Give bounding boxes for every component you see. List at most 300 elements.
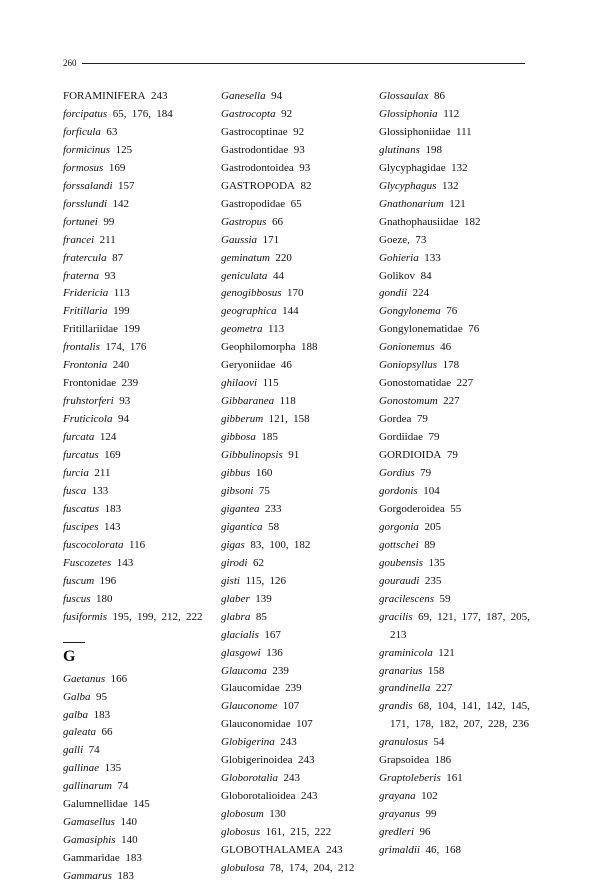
entry-pages: 167	[264, 628, 281, 641]
index-entry	[221, 232, 371, 250]
entry-pages: 133	[424, 251, 441, 264]
index-entry	[63, 232, 213, 250]
entry-pages: 211	[94, 467, 111, 480]
index-entry	[379, 483, 529, 501]
entry-term: Gordius	[379, 467, 415, 480]
index-entry	[63, 321, 213, 339]
entry-pages: 115, 126	[245, 574, 287, 587]
entry-pages: 59	[439, 592, 451, 605]
index-entry	[63, 268, 213, 286]
index-entry	[63, 671, 213, 689]
entry-pages: 199	[123, 323, 140, 336]
index-entry	[379, 680, 529, 698]
entry-term: Frontonidae	[63, 377, 117, 390]
entry-term: GLOBOTHALAMEA	[221, 844, 321, 857]
entry-pages: 174, 176	[105, 341, 147, 354]
entry-pages: 243	[280, 736, 297, 749]
entry-pages: 79	[428, 431, 440, 444]
index-entry	[63, 760, 213, 778]
page-number: 260	[63, 58, 77, 68]
entry-pages: 93	[104, 269, 116, 282]
entry-pages: 130	[269, 808, 286, 821]
entry-pages: 93	[299, 161, 311, 174]
entry-pages: 102	[421, 790, 438, 803]
index-entry	[221, 88, 371, 106]
entry-pages: 195, 199, 212, 222	[112, 610, 203, 623]
entry-term: fuscus	[63, 592, 91, 605]
entry-pages: 178	[442, 359, 460, 372]
entry-term: gibsoni	[221, 484, 254, 497]
entry-term: forssalandi	[63, 179, 113, 192]
entry-pages: 66	[271, 215, 283, 228]
index-entry	[379, 321, 529, 339]
index-entry	[379, 842, 529, 860]
index-entry	[63, 178, 213, 196]
entry-term: Gonionemus	[379, 341, 435, 354]
index-entry	[221, 160, 371, 178]
index-entry	[379, 734, 529, 752]
entry-term: Glaucoma	[221, 664, 267, 677]
entry-list-g	[63, 671, 213, 886]
entry-pages: 180	[96, 592, 113, 605]
index-entry	[379, 645, 529, 663]
entry-pages: 58	[268, 520, 280, 533]
index-entry	[379, 663, 529, 681]
entry-pages: 171	[262, 233, 280, 246]
entry-term: fuscipes	[63, 520, 99, 533]
index-entry	[379, 770, 529, 788]
entry-pages: 65, 176, 184	[112, 107, 173, 120]
index-entry	[63, 357, 213, 375]
entry-term: Fritillariidae	[63, 323, 118, 336]
entry-term: glaber	[221, 592, 250, 605]
entry-term: glutinans	[379, 143, 420, 156]
entry-pages: 211	[99, 233, 116, 246]
entry-pages: 185	[261, 431, 278, 444]
entry-term: grandis	[379, 700, 413, 713]
index-entry	[221, 609, 371, 627]
entry-pages: 74	[88, 744, 100, 757]
index-entry	[63, 411, 213, 429]
entry-pages: 166	[110, 672, 128, 685]
index-entry	[63, 142, 213, 160]
entry-pages: 107	[296, 718, 313, 731]
entry-term: graminicola	[379, 646, 433, 659]
entry-pages: 161, 215, 222	[265, 826, 332, 839]
entry-term: Frontonia	[63, 359, 108, 372]
entry-term: glabra	[221, 610, 251, 623]
entry-term: gisti	[221, 574, 240, 587]
index-entry	[379, 411, 529, 429]
index-entry	[63, 250, 213, 268]
entry-pages: 87	[112, 251, 124, 264]
index-entry	[379, 429, 529, 447]
index-entry	[379, 375, 529, 393]
entry-term: Glaucomidae	[221, 682, 280, 695]
entry-pages: 121	[449, 197, 466, 210]
entry-pages: 46	[280, 359, 292, 372]
entry-term: geminatum	[221, 251, 270, 264]
entry-pages: 140	[121, 834, 138, 847]
entry-pages: 86	[434, 90, 445, 102]
index-entry	[221, 555, 371, 573]
index-entry	[379, 106, 529, 124]
entry-pages: 169	[104, 449, 121, 462]
entry-pages: 99	[425, 808, 437, 821]
entry-term: ghilaovi	[221, 377, 258, 390]
index-entry	[379, 178, 529, 196]
entry-pages: 112	[443, 107, 460, 120]
index-entry	[63, 88, 213, 106]
page-header	[63, 56, 525, 70]
entry-term: fuscocolorata	[63, 538, 124, 551]
entry-term: gottschei	[379, 538, 419, 551]
index-entry	[221, 303, 371, 321]
entry-pages: 99	[103, 215, 115, 228]
entry-pages: 160	[255, 467, 273, 480]
index-entry	[379, 88, 529, 106]
index-entry	[221, 698, 371, 716]
entry-term: goubensis	[379, 556, 423, 569]
index-entry	[63, 537, 213, 555]
entry-term: gouraudi	[379, 574, 420, 587]
entry-pages: 199	[113, 305, 130, 318]
entry-term: girodi	[221, 556, 248, 569]
index-entry	[379, 339, 529, 357]
index-entry	[221, 645, 371, 663]
entry-pages: 158	[427, 664, 445, 677]
entry-pages: 136	[266, 646, 283, 659]
index-entry	[379, 824, 529, 842]
entry-term: Ganesella	[221, 90, 266, 102]
entry-pages: 65	[290, 197, 302, 210]
index-entry	[379, 303, 529, 321]
entry-term: granulosus	[379, 736, 428, 749]
entry-term: gibberum	[221, 413, 264, 426]
index-entry	[221, 214, 371, 232]
entry-pages: 63	[106, 125, 118, 138]
entry-term: galba	[63, 708, 89, 721]
entry-list	[221, 88, 371, 878]
index-entry	[63, 483, 213, 501]
entry-term: Gastrocopta	[221, 107, 276, 120]
index-entry	[221, 483, 371, 501]
index-entry	[63, 375, 213, 393]
entry-term: Globorotalioidea	[221, 790, 296, 803]
index-entry	[221, 124, 371, 142]
entry-pages: 132	[441, 179, 459, 192]
index-entry	[221, 375, 371, 393]
index-entry	[379, 788, 529, 806]
index-entry	[379, 268, 529, 286]
entry-term: GORDIOIDA	[379, 449, 442, 462]
entry-pages: 183	[125, 852, 142, 865]
entry-term: geniculata	[221, 269, 268, 282]
entry-term: formosus	[63, 161, 104, 174]
entry-pages: 132	[451, 161, 468, 174]
entry-pages: 92	[281, 107, 293, 120]
entry-pages: 239	[285, 682, 302, 695]
entry-term: furcia	[63, 467, 89, 480]
entry-term: gallinae	[63, 762, 100, 775]
entry-term: Glossiphoniidae	[379, 125, 451, 138]
entry-term: Glossiphonia	[379, 107, 438, 120]
index-entry	[379, 196, 529, 214]
entry-pages: 116	[129, 538, 146, 551]
index-entry	[221, 824, 371, 842]
entry-pages: 220	[275, 251, 292, 264]
entry-pages: 182	[463, 215, 481, 228]
index-entry	[221, 627, 371, 645]
index-entry	[221, 429, 371, 447]
entry-term: Gongylonema	[379, 305, 441, 318]
entry-term: grandinella	[379, 682, 431, 695]
entry-pages: 143	[103, 520, 121, 533]
entry-pages: 144	[282, 305, 299, 318]
entry-pages: 170	[287, 287, 304, 300]
index-entry	[379, 698, 540, 734]
index-entry	[379, 285, 529, 303]
entry-pages: 186	[434, 754, 452, 767]
index-entry	[221, 106, 371, 124]
entry-pages: 93	[293, 143, 305, 156]
index-entry	[63, 724, 213, 742]
index-entry	[221, 357, 371, 375]
entry-term: Gamasellus	[63, 816, 115, 829]
entry-term: Gastrocoptinae	[221, 125, 288, 138]
index-entry	[63, 591, 213, 609]
entry-term: globosum	[221, 808, 264, 821]
entry-term: Gonostomum	[379, 395, 438, 408]
index-entry	[379, 806, 529, 824]
entry-term: Geryoniidae	[221, 359, 276, 372]
index-column-1	[63, 88, 213, 886]
entry-pages: 121	[438, 646, 455, 659]
entry-pages: 161	[446, 772, 463, 785]
entry-pages: 85	[255, 610, 267, 623]
entry-term: galli	[63, 744, 84, 757]
index-entry	[379, 591, 529, 609]
entry-pages: 94	[271, 90, 283, 102]
entry-term: grayanus	[379, 808, 420, 821]
index-entry	[221, 591, 371, 609]
entry-term: gallinarum	[63, 780, 112, 793]
entry-pages: 235	[424, 574, 442, 587]
entry-pages: 89	[424, 538, 436, 551]
index-entry	[63, 519, 213, 537]
index-entry	[221, 788, 371, 806]
entry-term: gigantea	[221, 502, 260, 515]
entry-term: Gnathonarium	[379, 197, 444, 210]
entry-term: Gohieria	[379, 251, 419, 264]
index-entry	[63, 778, 213, 796]
entry-pages: 46, 168	[425, 844, 461, 857]
entry-term: Gastrodontidae	[221, 143, 289, 156]
index-entry	[63, 196, 213, 214]
index-entry	[379, 393, 529, 411]
entry-pages: 243	[283, 772, 301, 785]
entry-term: Golikov	[379, 269, 416, 282]
entry-pages: 224	[412, 287, 430, 300]
entry-term: Galba	[63, 690, 91, 703]
index-entry	[63, 796, 213, 814]
entry-term: Galumnellidae	[63, 798, 128, 811]
entry-term: fruhstorferi	[63, 395, 114, 408]
entry-term: grimaldii	[379, 844, 420, 857]
index-entry	[379, 160, 529, 178]
entry-term: Glauconomidae	[221, 718, 291, 731]
entry-term: galeata	[63, 726, 96, 739]
entry-term: Gongylonematidae	[379, 323, 463, 336]
entry-term: Fridericia	[63, 287, 109, 300]
entry-term: Globorotalia	[221, 772, 279, 785]
entry-pages: 69, 121, 177, 187, 205, 213	[390, 610, 530, 641]
entry-term: Gaussia	[221, 233, 258, 246]
entry-term: Glauconome	[221, 700, 278, 713]
index-entry	[63, 832, 213, 850]
entry-pages: 118	[279, 395, 296, 408]
entry-term: gracilescens	[379, 592, 434, 605]
entry-pages: 91	[288, 449, 300, 462]
index-entry	[379, 752, 529, 770]
entry-pages: 183	[104, 502, 122, 515]
entry-term: Glycyphagidae	[379, 161, 446, 174]
entry-term: Fruticicola	[63, 413, 113, 426]
entry-pages: 183	[93, 708, 111, 721]
entry-pages: 135	[428, 556, 445, 569]
entry-pages: 68, 104, 141, 142, 145, 171, 178, 182, 207, 228, 236	[390, 700, 530, 731]
entry-pages: 227	[456, 377, 474, 390]
entry-term: Gibbulinopsis	[221, 449, 283, 462]
entry-term: genogibbosus	[221, 287, 282, 300]
entry-term: fusiformis	[63, 610, 108, 623]
entry-term: Gnathophausiidae	[379, 215, 459, 228]
index-entry	[221, 321, 371, 339]
entry-pages: 104	[423, 484, 440, 497]
entry-term: Gammarus	[63, 870, 112, 883]
entry-pages: 121, 158	[268, 413, 310, 426]
index-entry	[379, 250, 529, 268]
entry-pages: 188	[301, 341, 318, 354]
index-entry	[63, 850, 213, 868]
entry-pages: 74	[117, 780, 129, 793]
index-entry	[63, 214, 213, 232]
index-entry	[221, 178, 371, 196]
index-entry	[221, 770, 371, 788]
index-entry	[63, 303, 213, 321]
entry-pages: 55	[450, 502, 462, 515]
entry-pages: 111	[456, 125, 472, 138]
entry-pages: 76	[468, 323, 480, 336]
index-entry	[379, 537, 529, 555]
entry-term: frontalis	[63, 341, 100, 354]
index-entry	[379, 214, 529, 232]
entry-term: Geophilomorpha	[221, 341, 296, 354]
entry-term: Fuscozetes	[63, 556, 112, 569]
entry-term: geometra	[221, 323, 263, 336]
entry-term: francei	[63, 233, 95, 246]
entry-term: geographica	[221, 305, 277, 318]
index-entry	[221, 680, 371, 698]
index-entry	[63, 160, 213, 178]
entry-pages: 92	[293, 125, 305, 138]
entry-pages: 133	[91, 484, 109, 497]
entry-term: Fritillaria	[63, 305, 108, 318]
entry-term: grayana	[379, 790, 416, 803]
index-entry	[379, 609, 540, 645]
index-entry	[379, 357, 529, 375]
entry-pages: 198	[425, 143, 442, 156]
entry-pages: 243	[297, 754, 315, 767]
index-entry	[379, 465, 529, 483]
index-entry	[379, 232, 529, 250]
entry-pages: 83, 100, 182	[250, 538, 311, 551]
entry-pages: 125	[115, 143, 133, 156]
header-rule	[82, 63, 526, 64]
entry-pages: 76	[446, 305, 458, 318]
entry-pages: 82	[300, 179, 312, 192]
entry-pages: 73	[415, 233, 427, 246]
entry-pages: 62	[253, 556, 264, 569]
index-entry	[221, 573, 371, 591]
entry-term: gracilis	[379, 610, 413, 623]
entry-term: granarius	[379, 664, 423, 677]
index-entry	[63, 573, 213, 591]
entry-term: Goniopsyllus	[379, 359, 438, 372]
entry-term: gibbus	[221, 467, 251, 480]
index-entry	[63, 339, 213, 357]
entry-term: Graptoleberis	[379, 772, 441, 785]
index-entry	[221, 537, 371, 555]
entry-pages: 113	[113, 287, 130, 300]
entry-pages: 233	[265, 502, 282, 515]
entry-term: Gorgoderoidea	[379, 502, 445, 515]
index-entry	[379, 573, 529, 591]
index-entry	[63, 106, 213, 124]
entry-term: Globigerina	[221, 736, 275, 749]
index-entry	[63, 868, 213, 886]
entry-pages: 75	[258, 484, 270, 497]
index-entry	[221, 806, 371, 824]
entry-term: Globigerinoidea	[221, 754, 293, 767]
entry-pages: 113	[268, 323, 285, 336]
letter-divider-rule	[63, 642, 85, 643]
entry-term: Glycyphagus	[379, 179, 437, 192]
entry-term: gibbosa	[221, 431, 256, 444]
entry-pages: 135	[104, 762, 122, 775]
index-entry	[221, 250, 371, 268]
entry-term: gigas	[221, 538, 245, 551]
entry-pages: 243	[326, 844, 343, 857]
entry-pages: 239	[272, 664, 289, 677]
index-entry	[221, 519, 371, 537]
entry-pages: 157	[118, 179, 135, 192]
entry-pages: 243	[301, 790, 318, 803]
entry-pages: 169	[108, 161, 126, 174]
index-entry	[221, 860, 371, 878]
entry-term: fusca	[63, 484, 87, 497]
entry-term: fraterna	[63, 269, 100, 282]
entry-term: Gibbaranea	[221, 395, 275, 408]
entry-term: glacialis	[221, 628, 259, 641]
entry-pages: 54	[433, 736, 445, 749]
entry-term: fuscatus	[63, 502, 100, 515]
entry-pages: 143	[116, 556, 134, 569]
index-entry	[63, 501, 213, 519]
index-entry	[63, 285, 213, 303]
entry-pages: 93	[119, 395, 131, 408]
entry-term: gigantica	[221, 520, 263, 533]
